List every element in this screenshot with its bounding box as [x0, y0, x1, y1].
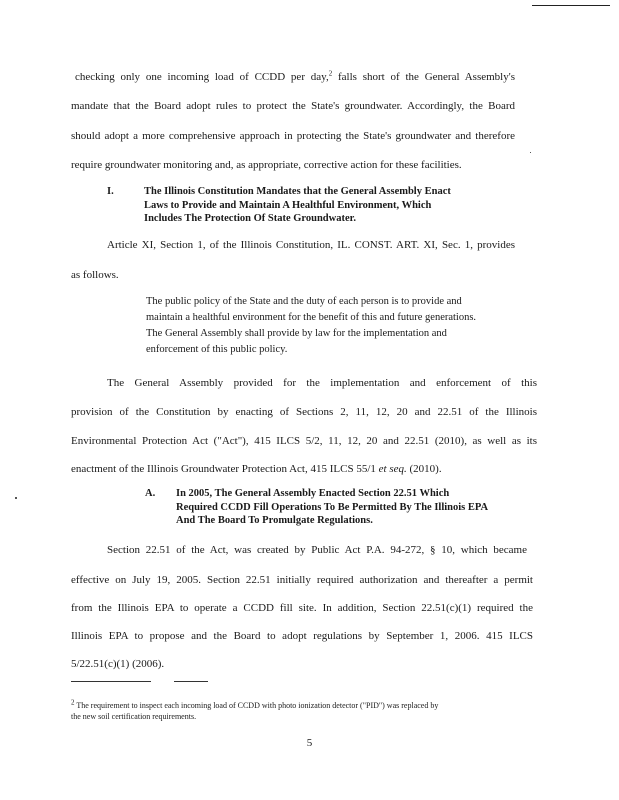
intro-line-1: Article XI, Section 1, of the Illinois Constitution, IL. CONST. ART. XI, Sec. 1, provides — [107, 239, 515, 251]
para3-line-4: Illinois EPA to propose and the Board to adopt regulations by September 1, 2006. 415 ILCS — [71, 630, 533, 642]
footnote-number: 2 — [71, 698, 75, 707]
para2-line-3: Environmental Protection Act ("Act"), 415 ILCS 5/2, 11, 12, 20 and 22.51 (2010), as well as its — [71, 435, 537, 447]
separator-segment — [174, 681, 208, 682]
text-segment: checking only one incoming load of CCDD per day, — [75, 71, 329, 83]
heading-number: I. — [107, 186, 114, 197]
para2-line-4 — [71, 462, 442, 476]
heading-line-3: Includes The Protection Of State Groundwater. — [144, 213, 356, 224]
para3-line-2: effective on July 19, 2005. Section 22.51 initially required authorization and thereafter a permit — [71, 574, 533, 586]
para3-line-5: 5/22.51(c)(1) (2006). — [71, 658, 165, 670]
intro-line-2: as follows. — [71, 269, 119, 281]
section-heading-I — [107, 185, 507, 227]
quote-line: The General Assembly shall provide by law for the implementation and — [146, 328, 447, 339]
footnote-line-1 — [71, 700, 541, 711]
para2-line-2: provision of the Constitution by enacting of Sections 2, 11, 12, 20 and 22.51 of the Illinois — [71, 406, 537, 418]
quote-line: The public policy of the State and the duty of each person is to provide and — [146, 296, 462, 307]
quote-line: maintain a healthful environment for the benefit of this and future generations. — [146, 312, 477, 323]
block-quote — [146, 294, 532, 358]
para3-line-3: from the Illinois EPA to operate a CCDD fill site. In addition, Section 22.51(c)(1) required the — [71, 602, 533, 614]
text-segment: falls short of the General Assembly's — [332, 71, 515, 83]
separator-segment — [71, 681, 151, 682]
heading-line-2: Required CCDD Fill Operations To Be Permitted By The Illinois EPA — [176, 501, 489, 513]
footnote-line-2: the new soil certification requirements. — [71, 712, 197, 721]
text-segment: enactment of the Illinois Groundwater Protection Act, 415 ILCS 55/1 — [71, 463, 379, 475]
para3-line-1: Section 22.51 of the Act, was created by Public Act P.A. 94-272, § 10, which became — [107, 544, 527, 556]
body-line-2: mandate that the Board adopt rules to protect the State's groundwater. Accordingly, the Board — [71, 100, 515, 112]
footnote — [71, 700, 541, 722]
para2-line-1: The General Assembly provided for the implementation and enforcement of this — [107, 377, 537, 389]
heading-number: A. — [145, 488, 156, 499]
italic-citation: et seq. — [378, 463, 407, 475]
footnote-ref: 2 — [328, 69, 333, 78]
heading-line-3: And The Board To Promulgate Regulations. — [176, 515, 373, 526]
heading-line-2: Laws to Provide and Maintain A Healthful Environment, Which — [144, 199, 432, 211]
body-line-3: should adopt a more comprehensive approach in protecting the State's groundwater and therefore — [71, 130, 515, 142]
header-rule — [532, 5, 610, 6]
text-segment: (2010). — [406, 463, 442, 475]
page-number: 5 — [306, 737, 313, 749]
body-line-4: require groundwater monitoring and, as appropriate, corrective action for these facilities. — [71, 159, 462, 171]
heading-line-1: In 2005, The General Assembly Enacted Section 22.51 Which — [176, 488, 450, 499]
quote-line: enforcement of this public policy. — [146, 344, 288, 355]
footnote-text: The requirement to inspect each incoming load of CCDD with photo ionization detector ("PID") was replaced by — [74, 701, 439, 710]
scan-speck — [530, 152, 531, 153]
section-heading-A — [145, 487, 540, 529]
heading-line-1: The Illinois Constitution Mandates that the General Assembly Enact — [144, 186, 451, 197]
scan-speck — [15, 497, 17, 499]
body-line-1 — [75, 70, 515, 84]
